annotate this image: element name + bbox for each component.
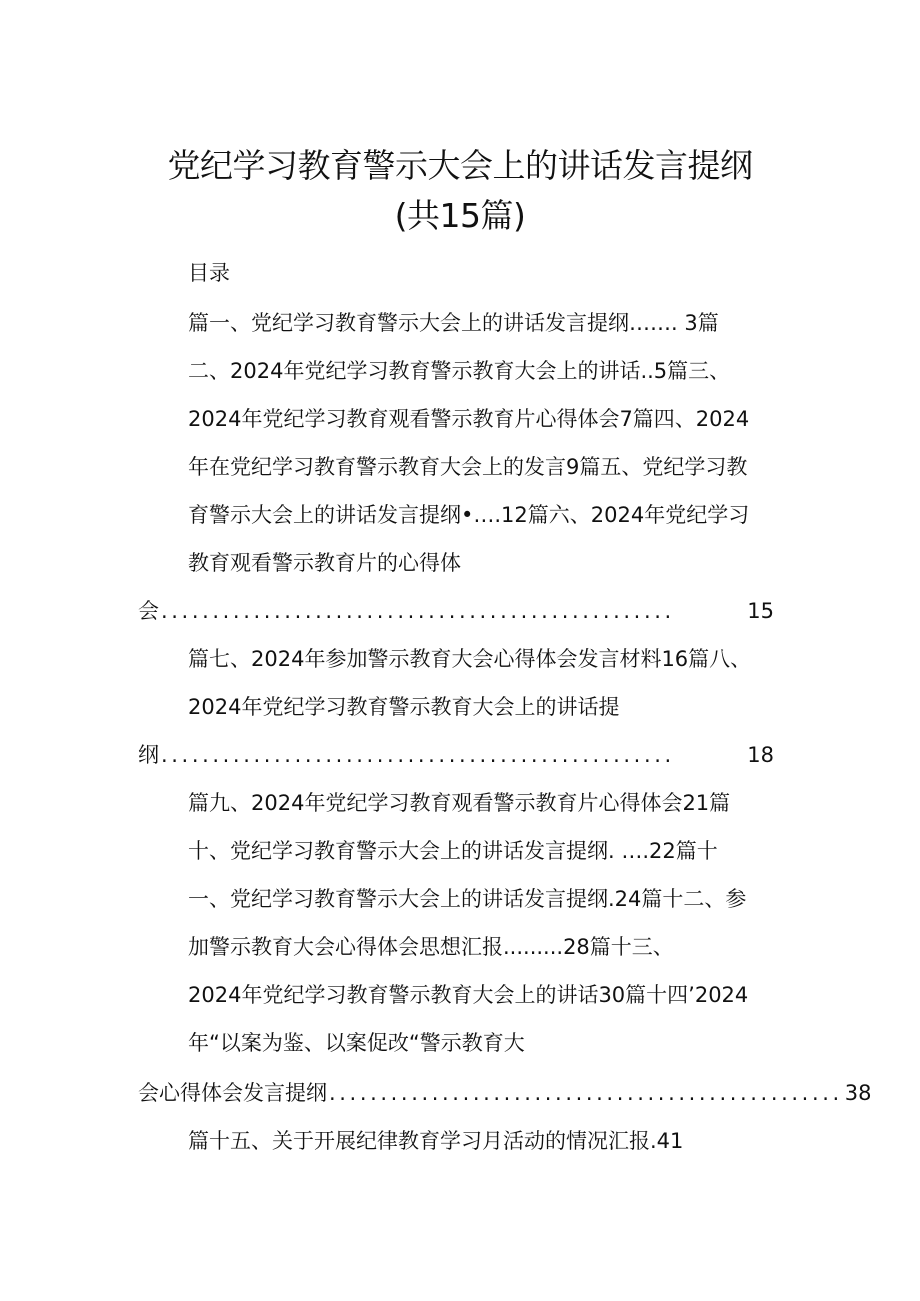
toc-line: 篇九、2024年党纪学习教育观看警示教育片心得体会21篇 xyxy=(188,791,731,815)
toc-line: 2024年党纪学习教育观看警示教育片心得体会7篇四、2024 xyxy=(188,407,750,431)
toc-line: 教育观看警示教育片的心得体 xyxy=(188,551,461,575)
toc-leader-line xyxy=(138,740,774,770)
toc-line: 2024年党纪学习教育警示教育大会上的讲话30篇十四’2024 xyxy=(188,983,749,1007)
toc-page-number: 15 xyxy=(747,599,774,623)
toc-leader-text: 纲 xyxy=(138,743,159,767)
toc-line: 育警示大会上的讲话发言提纲•….12篇六、2024年党纪学习 xyxy=(188,503,750,527)
toc-line: 二、2024年党纪学习教育警示教育大会上的讲话..5篇三、 xyxy=(188,359,731,383)
toc-line: 2024年党纪学习教育警示教育大会上的讲话提 xyxy=(188,695,620,719)
toc-heading: 目录 xyxy=(188,261,230,285)
toc-line: 十、党纪学习教育警示大会上的讲话发言提纲. ….22篇十 xyxy=(188,839,718,863)
toc-line: 篇一、党纪学习教育警示大会上的讲话发言提纲……. 3篇 xyxy=(188,311,719,335)
toc-line: 加警示教育大会心得体会思想汇报.........28篇十三、 xyxy=(188,935,674,959)
toc-line: 年在党纪学习教育警示教育大会上的发言9篇五、党纪学习教 xyxy=(188,455,748,479)
toc-page-number: 38 xyxy=(844,1081,872,1105)
toc-leader-text: 会 xyxy=(138,599,159,623)
document-title: 党纪学习教育警示大会上的讲话发言提纲 xyxy=(167,146,753,185)
toc-leader-line xyxy=(138,1078,872,1108)
toc-leader-dots: .................................................. xyxy=(329,1081,843,1105)
toc-page-number: 18 xyxy=(747,743,774,767)
toc-leader-line xyxy=(138,596,774,626)
toc-line: 篇十五、关于开展纪律教育学习月活动的情况汇报.41 xyxy=(188,1129,684,1153)
toc-line: 篇七、2024年参加警示教育大会心得体会发言材料16篇八、 xyxy=(188,647,752,671)
toc-leader-text: 会心得体会发言提纲 xyxy=(138,1081,327,1105)
toc-line: 一、党纪学习教育警示大会上的讲话发言提纲.24篇十二、参 xyxy=(188,887,747,911)
toc-leader-dots: .................................................. xyxy=(161,599,675,623)
toc-leader-dots: .................................................. xyxy=(161,743,675,767)
toc-line: 年“以案为鉴、以案促改“警示教育大 xyxy=(188,1031,525,1055)
document-subtitle: (共15篇) xyxy=(394,196,526,235)
